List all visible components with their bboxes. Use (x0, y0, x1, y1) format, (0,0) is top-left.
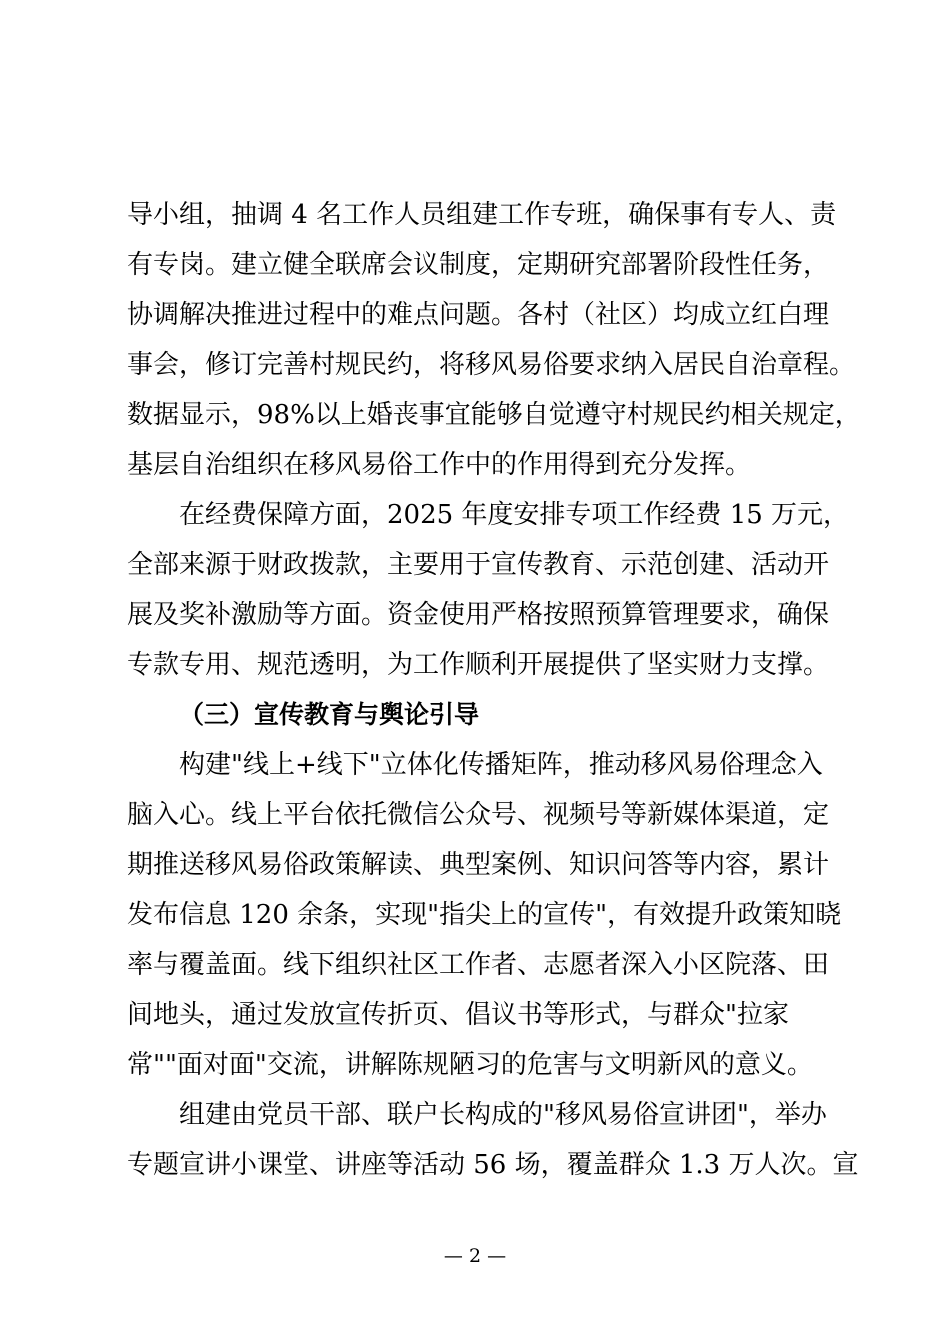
paragraph-line: 协调解决推进过程中的难点问题。各村（社区）均成立红白理 (127, 300, 830, 330)
paragraph-line: 专题宣讲小课堂、讲座等活动 56 场，覆盖群众 1.3 万人次。宣 (127, 1150, 859, 1180)
paragraph-line: 构建"线上+线下"立体化传播矩阵，推动移风易俗理念入 (179, 750, 823, 780)
paragraph-line: 发布信息 120 余条，实现"指尖上的宣传"，有效提升政策知晓 (127, 900, 842, 930)
paragraph-line: 组建由党员干部、联户长构成的"移风易俗宣讲团"，举办 (179, 1100, 827, 1130)
paragraph-line: 基层自治组织在移风易俗工作中的作用得到充分发挥。 (127, 450, 752, 480)
paragraph-line: 期推送移风易俗政策解读、典型案例、知识问答等内容，累计 (127, 850, 830, 880)
paragraph-line: 事会，修订完善村规民约，将移风易俗要求纳入居民自治章程。 (127, 350, 856, 380)
paragraph-line: 间地头，通过发放宣传折页、倡议书等形式，与群众"拉家 (127, 1000, 789, 1030)
paragraph-line: 脑入心。线上平台依托微信公众号、视频号等新媒体渠道，定 (127, 800, 830, 830)
document-body (127, 190, 861, 1190)
paragraph-line: 导小组，抽调 4 名工作人员组建工作专班，确保事有专人、责 (127, 200, 837, 230)
paragraph-line: 率与覆盖面。线下组织社区工作者、志愿者深入小区院落、田 (127, 950, 830, 980)
paragraph-line: 全部来源于财政拨款，主要用于宣传教育、示范创建、活动开 (127, 550, 830, 580)
paragraph-line: 展及奖补激励等方面。资金使用严格按照预算管理要求，确保 (127, 600, 830, 630)
page-number: — 2 — (443, 1245, 507, 1267)
paragraph-line: 常""面对面"交流，讲解陈规陋习的危害与文明新风的意义。 (127, 1050, 813, 1080)
paragraph-line: 在经费保障方面，2025 年度安排专项工作经费 15 万元， (179, 500, 850, 530)
paragraph-line: 数据显示，98%以上婚丧事宜能够自觉遵守村规民约相关规定， (127, 400, 861, 430)
paragraph-line: 有专岗。建立健全联席会议制度，定期研究部署阶段性任务， (127, 250, 830, 280)
paragraph-line: 专款专用、规范透明，为工作顺利开展提供了坚实财力支撑。 (127, 650, 830, 680)
section-heading: （三）宣传教育与舆论引导 (179, 700, 480, 729)
